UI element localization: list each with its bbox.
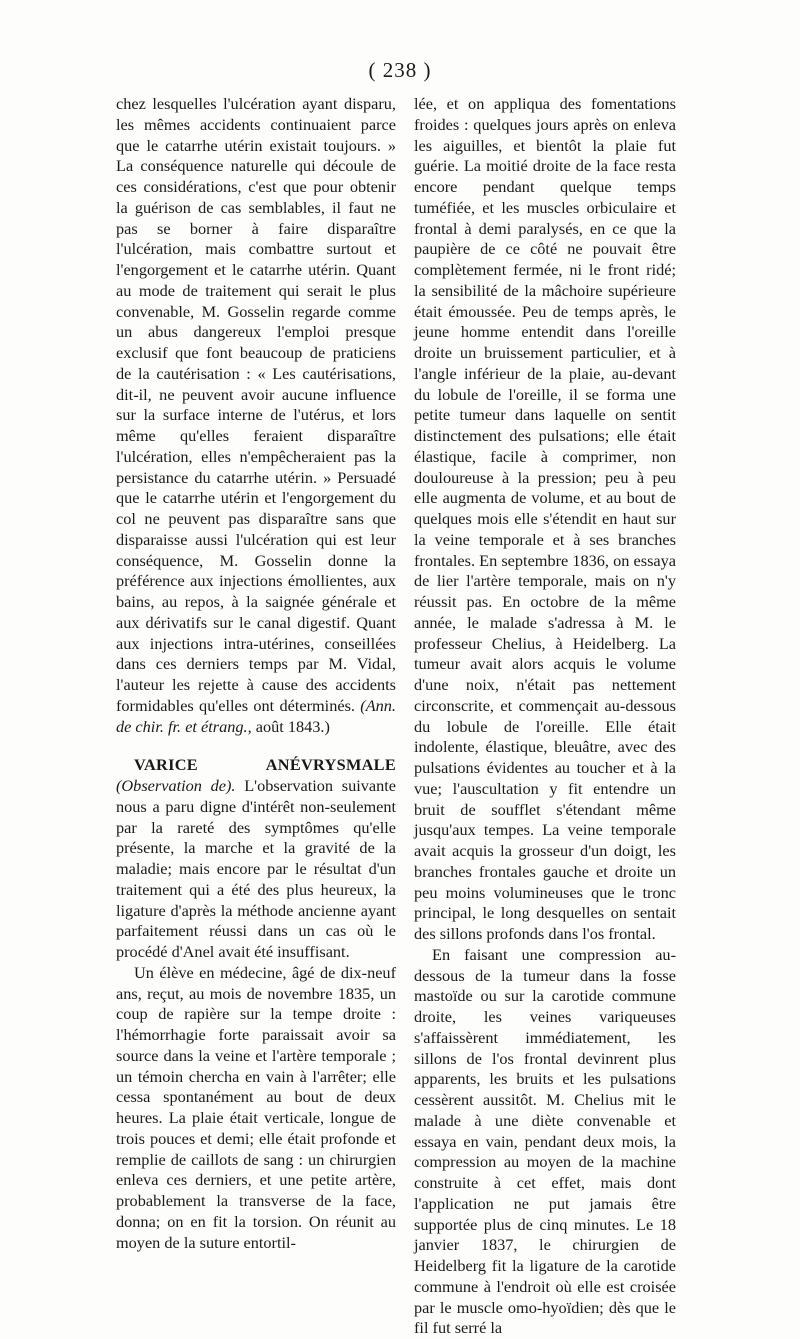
paragraph-case-history: Un élève en médecine, âgé de dix-neuf ans, reçut, au mois de novembre 1835, un coup de rapière sur la tempe droite : l'hémorrhagie forte paraissait avoir sa source dans la veine et l'artère temporale ; un témoin chercha en vain à l'arrêter; elle cessa spontanément au bout de deux heures. La plaie était verticale, longue de trois pouces et demi; elle était profonde et remplie de caillots de sang : un chirurgien enleva ces derniers, et une petite artère, probablement la transverse de la face, donna; on en fit la torsion. On réunit au moyen de la suture entortil-	[116, 962, 396, 1252]
entry-title: VARICE ANÉVRYSMALE	[134, 755, 396, 775]
paragraph-text: L'observation suivante nous a paru digne d'intérêt non-seulement par la rareté des symptômes qu'elle présente, la marche et la gravité de la maladie; mais encore par le résultat d'un traitement qui a été des plus heureux, la ligature d'après la méthode ancienne ayant parfaitement réussi dans un cas où le procédé d'Anel avait été insuffisant.	[116, 776, 397, 961]
citation-source: (Ann. de chir. fr. et étrang.,	[116, 695, 396, 736]
paragraph-case-continuation: lée, et on appliqua des fomentations froides : quelques jours après on enleva les aiguilles, et bientôt la plaie fut guérie. La moitié droite de la face resta encore pendant quelque temps tuméfiée, et les muscles orbiculaire et frontal à demi paralysés, en ce que la paupière de ce côté ne pouvait être complètement fermée, ni le front ridé; la sensibilité de la mâchoire supérieure était émoussée. Peu de temps après, le jeune homme entendit dans l'oreille droite un bruissement particulier, et à l'angle inférieur de la plaie, au-devant du lobule de l'oreille, il se forma une petite tumeur dans laquelle on sentit distinctement des pulsations; elle était élastique, facile à comprimer, non douloureuse à la pression; peu à peu elle augmenta de volume, et au bout de quelques mois elle s'étendit en haut sur la veine temporale et à ses branches frontales. En septembre 1836, on essaya de lier l'artère temporale, mais on n'y réussit pas. En octobre de la même année, le malade s'adressa à M. le professeur Chelius, à Heidelberg. La tumeur avait alors acquis le volume d'une noix, n'était pas nettement circonscrite, et commençait au-dessous du lobule de l'oreille. Elle était indolente, élastique, bleuâtre, avec des pulsations évidentes au toucher et à la vue; l'auscultation y fit entendre un bruit de soufflet s'étendant même jusqu'aux tempes. La veine temporale avait acquis la grosseur d'un doigt, les branches frontales gauche et droite un peu moins volumineuses que le tronc principal, le long desquelles on sentait des sillons profonds dans l'os frontal.	[414, 94, 676, 943]
paragraph-compression-treatment: En faisant une compression au-dessous de la tumeur dans la fosse mastoïde ou sur la carotide commune droite, les veines variqueuses s'affaissèrent immédiatement, les sillons de l'os frontal devinrent plus apparents, les bruits et les pulsations cessèrent aussitôt. M. Chelius mit le malade à une diète convenable et essaya en vain, pendant deux mois, la compression au moyen de la machine construite à cet effet, mais dont l'application ne put jamais être supportée plus de cinq minutes. Le 18 janvier 1837, le chirurgien de Heidelberg fit la ligature de la carotide commune à l'endroit où elle est croisée par le muscle omo-hyoïdien; dès que le fil fut serré la	[414, 944, 676, 1338]
left-column	[116, 94, 396, 1253]
entry-title-paren: (Observation de).	[116, 776, 236, 795]
paragraph-varice-intro	[116, 755, 396, 963]
paragraph-text: chez lesquelles l'ulcération ayant disparu, les mêmes accidents continuaient parce que le catarrhe utérin existait toujours. » La conséquence naturelle qui découle de ces considérations, c'est que pour obtenir la guérison de cas semblables, il faut ne pas se borner à faire disparaître l'ulcération, mais combattre surtout et l'engorgement et le catarrhe utérin. Quant au mode de traitement qui serait le plus convenable, M. Gosselin regarde comme un abus dangereux l'emploi presque exclusif que font beaucoup de praticiens de la cautérisation : « Les cautérisations, dit-il, ne peuvent avoir aucune influence sur la surface interne de l'utérus, et lors même qu'elles feraient disparaître l'ulcération, elles n'empêcheraient pas la persistance du catarrhe utérin. » Persuadé que le catarrhe utérin et l'engorgement du col ne peuvent pas disparaître sans que disparaisse aussi l'ulcération qui est leur conséquence, M. Gosselin donne la préférence aux injections émollientes, aux bains, au repos, à la saignée générale et aux dérivatifs sur le canal digestif. Quant aux injections intra-utérines, conseillées dans ces derniers temps par M. Vidal, l'auteur les rejette à cause des accidents formidables qu'elles ont déterminés.	[116, 94, 396, 715]
paragraph-uterine-ulceration	[116, 94, 396, 737]
right-column	[414, 94, 676, 1339]
citation-date: août 1843.)	[255, 716, 330, 736]
page-number: ( 238 )	[368, 58, 432, 82]
